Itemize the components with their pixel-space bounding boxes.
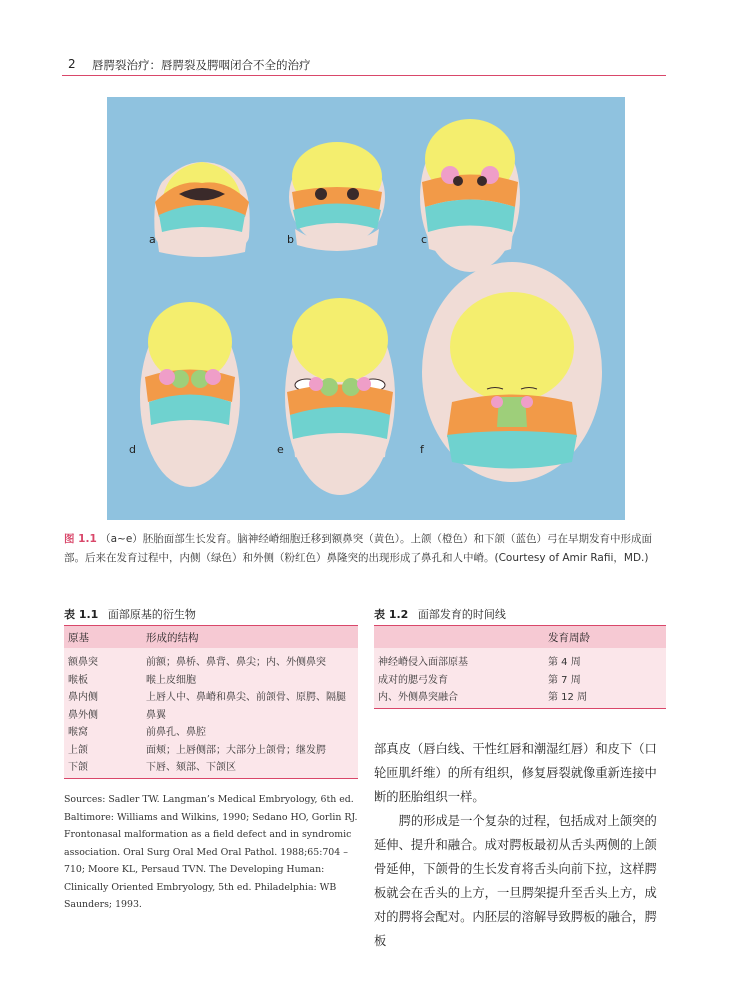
panel-label-f: f	[420, 443, 424, 456]
table-cell: 前额；鼻桥、鼻背、鼻尖；内、外侧鼻突	[146, 657, 326, 668]
table-row	[374, 651, 666, 669]
table-row	[64, 756, 358, 774]
table-cell: 下唇、颏部、下颌区	[146, 762, 236, 773]
figure-caption	[64, 530, 664, 568]
table-cell: 额鼻突	[68, 657, 98, 668]
panel-e-embryo	[285, 298, 395, 495]
table-cell: 下颌	[68, 762, 88, 773]
table-cell: 鼻内侧	[68, 692, 98, 703]
panel-label-e: e	[277, 443, 284, 456]
table-row	[64, 669, 358, 687]
table-cell: 面颊；上唇侧部；大部分上颌骨；继发腭	[146, 744, 326, 756]
table-2-body	[374, 648, 666, 708]
page-number: 2	[68, 57, 76, 71]
body-paragraph-1: 部真皮（唇白线、干性红唇和潮湿红唇）和皮下（口轮匝肌纤维）的所有组织，修复唇裂就像重新连接中断的胚胎组织一样。	[374, 742, 657, 804]
table-2-label: 表 1.2	[374, 608, 409, 621]
table-row	[64, 651, 358, 669]
table-cell: 第 4 周	[548, 657, 581, 668]
table-cell: 鼻翼	[146, 709, 166, 721]
table-2-title	[374, 606, 506, 622]
table-cell: 喉窝	[68, 727, 88, 738]
table-cell: 第 7 周	[548, 674, 581, 686]
body-paragraph-2: 腭的形成是一个复杂的过程，包括成对上颌突的延伸、提升和融合。成对腭板最初从舌头两侧的上颌骨延伸，下颌骨的生长发育将舌头向前下拉，这样腭板就会在舌头的上方，一旦腭架提升至舌头上方，成对的腭将会配对。内胚层的溶解导致腭板的融合，腭板	[374, 814, 657, 948]
caption-label: 图 1.1	[64, 533, 97, 545]
header-divider	[62, 75, 666, 76]
panel-label-a: a	[149, 233, 156, 246]
embryo-face-figure	[107, 97, 625, 520]
table-1-header-cell: 原基	[68, 632, 89, 644]
panel-c-embryo	[420, 119, 520, 272]
panel-label-c: c	[421, 233, 428, 246]
panel-f-embryo	[422, 262, 602, 482]
table-cell: 内、外侧鼻突融合	[378, 692, 458, 703]
table-row	[374, 686, 666, 704]
table-2-header-cell: 发育周龄	[548, 632, 590, 644]
panel-a-embryo	[154, 162, 249, 257]
figure-illustration	[107, 97, 625, 520]
table-cell: 前鼻孔、鼻腔	[146, 727, 206, 738]
table-cell: 第 12 周	[548, 692, 588, 703]
table-row	[64, 739, 358, 757]
table-cell: 喉板	[68, 674, 88, 686]
panel-d-embryo	[140, 302, 240, 487]
table-row	[64, 704, 358, 722]
table-cell: 成对的腮弓发育	[378, 674, 448, 686]
table-sources: Sources: Sadler TW. Langman’s Medical Embryology, 6th ed. Baltimore: Williams and Wilkins, 1990; Sedano HO, Gorlin RJ. Frontonasal malformation as a field defect and in syndromic association. Oral Surg Oral Med Oral Pathol. 1988;65:704 –710; Moore KL, Persaud TVN. The Developing Human: Clinically Oriented Embryology, 5th ed. Philadelphia: WB Saunders; 1993.	[64, 794, 358, 910]
table-cell: 喉上皮细胞	[146, 674, 196, 686]
table-1-header-cell: 形成的结构	[146, 632, 199, 644]
table-2-header	[374, 626, 666, 648]
table-1	[64, 625, 358, 779]
panel-label-b: b	[287, 233, 294, 246]
table-1-label: 表 1.1	[64, 608, 99, 621]
table-cell: 上唇人中、鼻嵴和鼻尖、前颌骨、原腭、隔腿	[146, 692, 346, 703]
table-cell: 神经嵴侵入面部原基	[378, 657, 468, 668]
panel-label-d: d	[129, 443, 136, 456]
table-row	[374, 669, 666, 687]
table-row	[64, 686, 358, 704]
table-1-body	[64, 648, 358, 778]
table-1-header	[64, 626, 358, 648]
table-row	[64, 721, 358, 739]
panel-b-embryo	[289, 142, 385, 251]
table-2	[374, 625, 666, 709]
table-cell: 鼻外侧	[68, 709, 98, 721]
table-2-caption: 面部发育的时间线	[417, 608, 506, 621]
table-1-caption: 面部原基的衍生物	[107, 608, 196, 621]
table-cell: 上颌	[68, 744, 88, 756]
running-title: 唇腭裂治疗：唇腭裂及腭咽闭合不全的治疗	[92, 58, 311, 72]
caption-text: （a~e）胚胎面部生长发育。脑神经嵴细胞迁移到额鼻突（黄色）。上颌（橙色）和下颌（蓝色）弓在早期发育中形成面部。后来在发育过程中，内侧（绿色）和外侧（粉红色）鼻隆突的出现形成了鼻孔和人中嵴。(Courtesy of Amir Rafii，MD.)	[64, 533, 653, 564]
table-1-title	[64, 606, 196, 622]
